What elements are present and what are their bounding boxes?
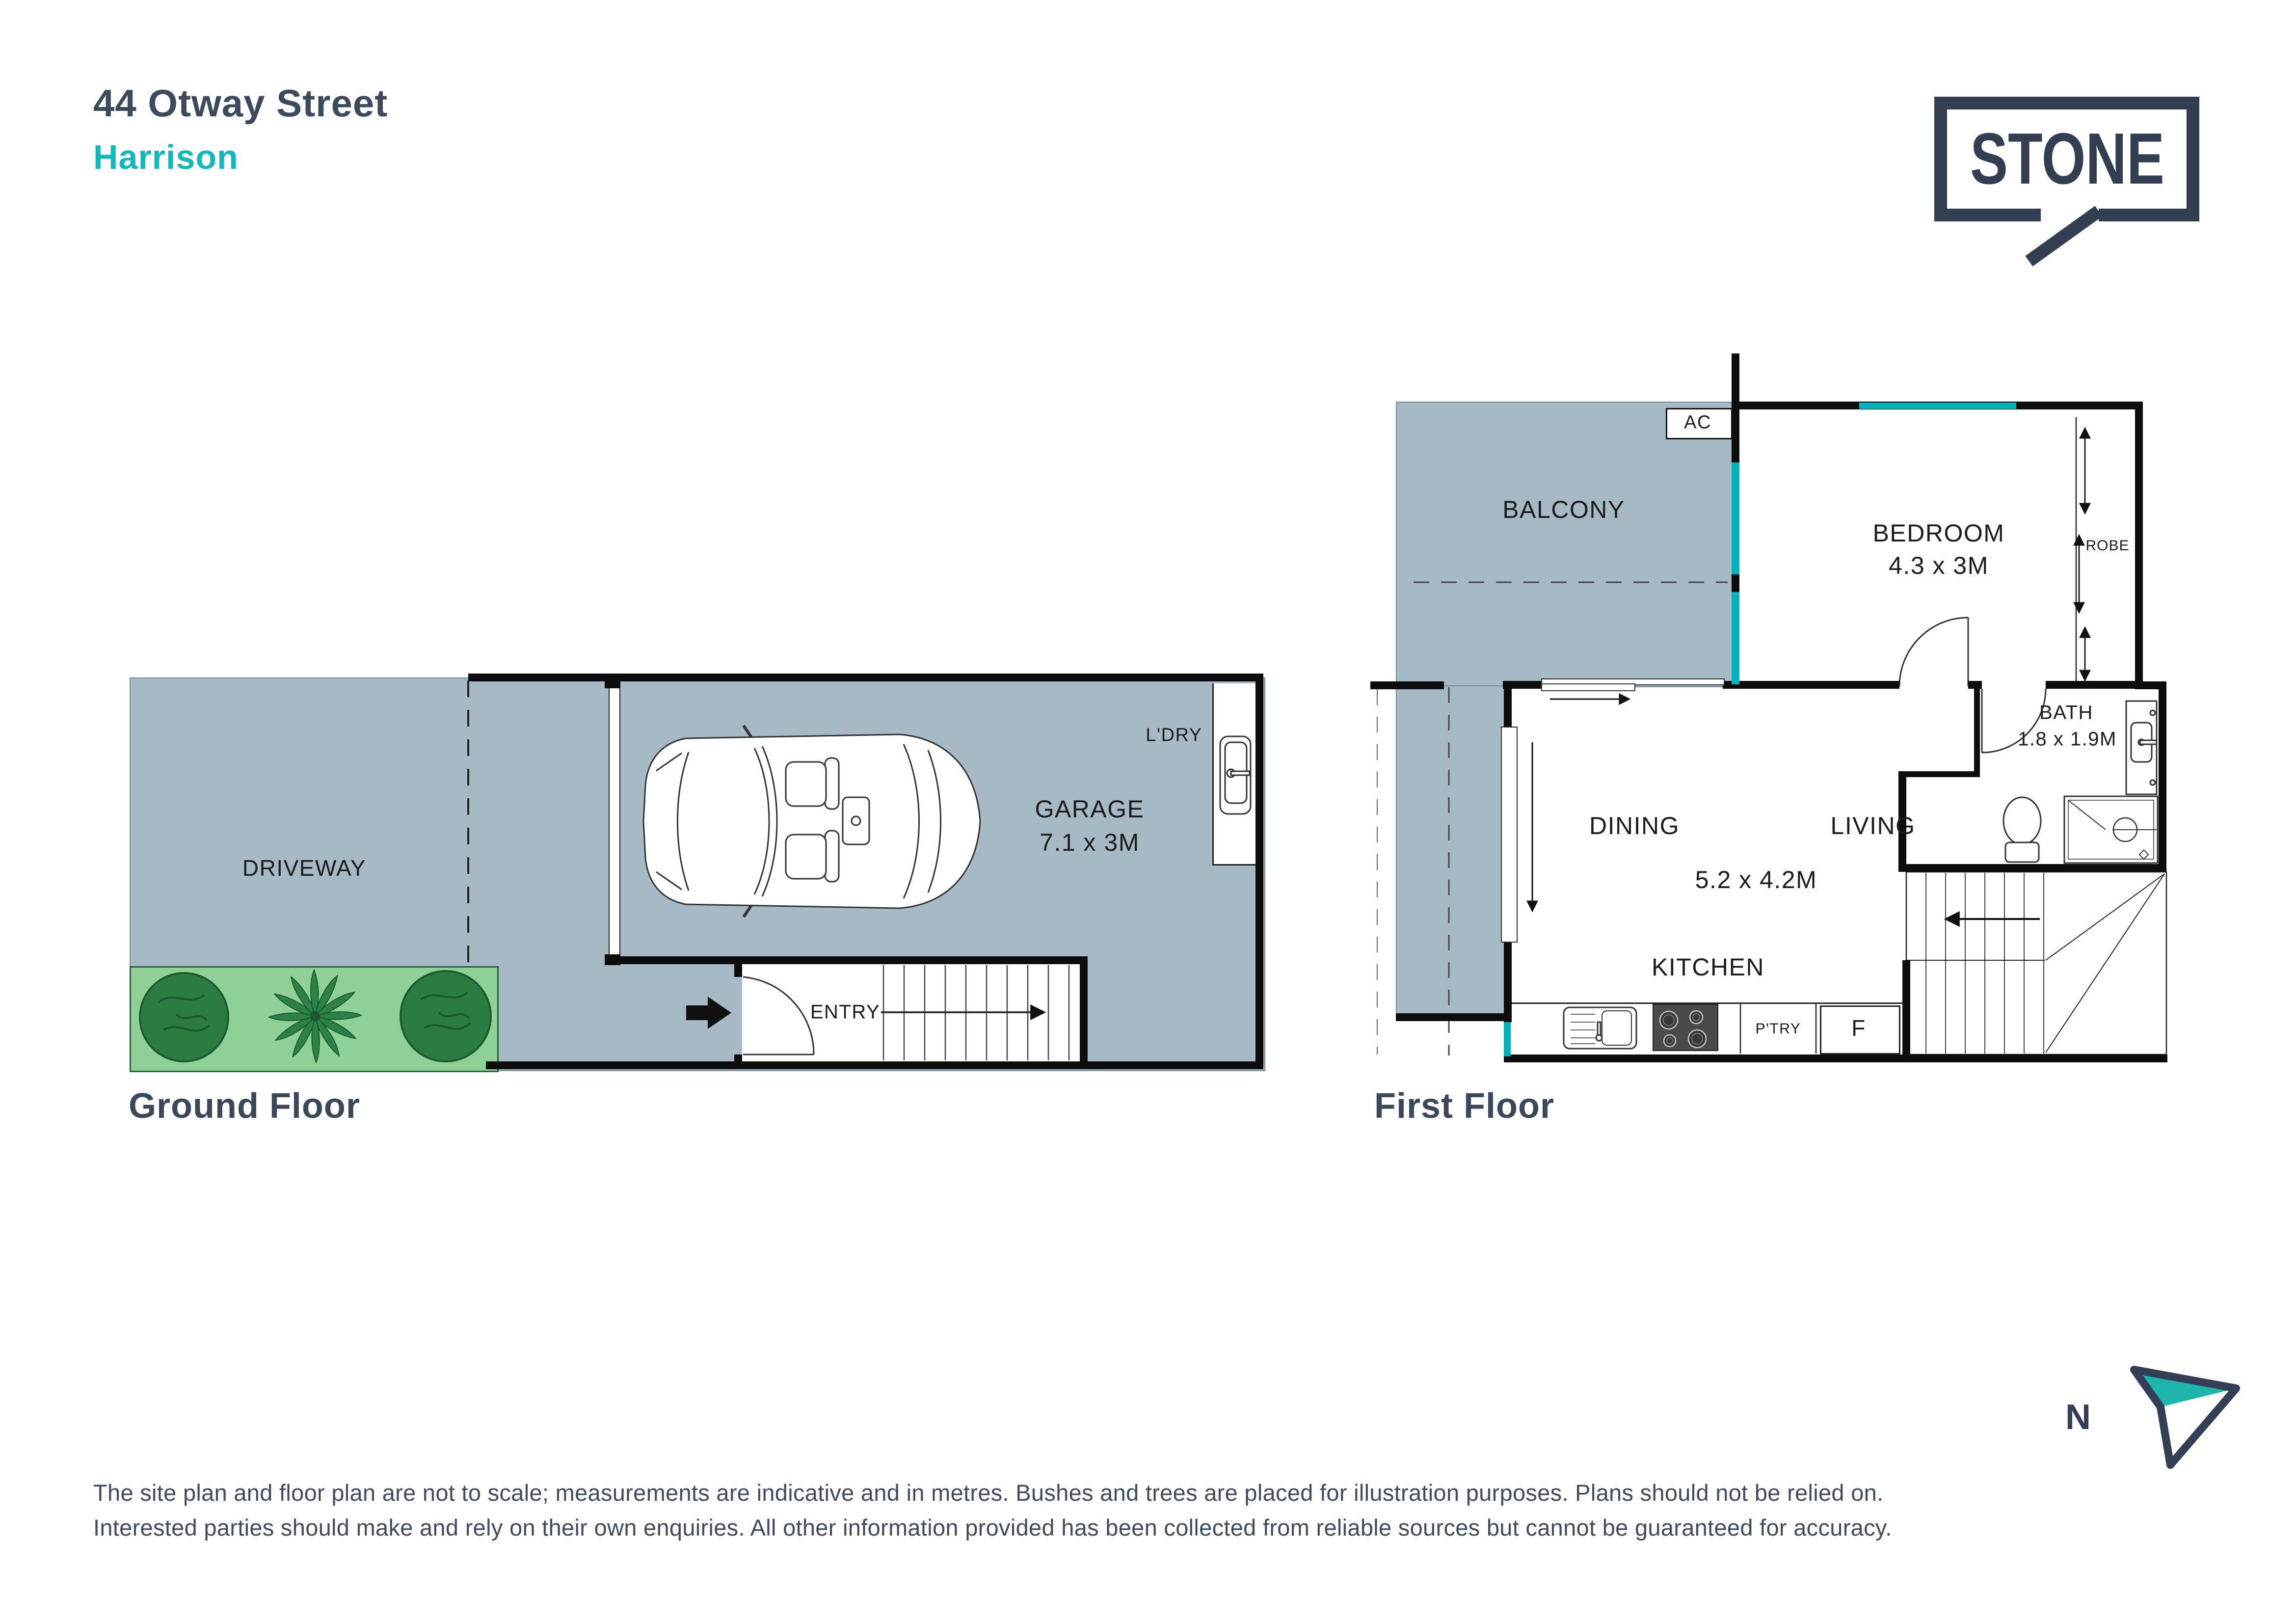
wall xyxy=(1968,681,1982,689)
shower-icon xyxy=(2064,796,2158,863)
wall xyxy=(609,956,1088,964)
room-label-bath: BATH xyxy=(2039,702,2093,724)
room-label-kitchen: KITCHEN xyxy=(1652,953,1764,981)
wall xyxy=(1504,1055,2167,1062)
wall xyxy=(1370,681,1444,689)
wall xyxy=(1898,864,2166,872)
first-floor-stairs xyxy=(1906,872,2166,1055)
room-size-living: 5.2 x 4.2M xyxy=(1695,866,1817,893)
room-size-bath: 1.8 x 1.9M xyxy=(2018,728,2117,750)
room-size-bedroom: 4.3 x 3M xyxy=(1889,552,1989,579)
wall xyxy=(1504,941,1512,1022)
room-label-balcony: BALCONY xyxy=(1502,496,1625,523)
garden-bush-icon xyxy=(140,973,228,1061)
entry-direction-arrow-icon xyxy=(686,997,731,1029)
bedroom-door xyxy=(1899,618,1968,686)
room-label-bedroom: BEDROOM xyxy=(1872,519,2005,547)
label-ac: AC xyxy=(1684,412,1711,433)
wall xyxy=(1255,674,1263,1069)
room-label-living: LIVING xyxy=(1830,812,1916,839)
ground-floor-title: Ground Floor xyxy=(129,1086,360,1126)
room-label-laundry: L'DRY xyxy=(1146,725,1202,746)
room-label-entry: ENTRY xyxy=(810,1001,881,1023)
page-title: 44 Otway Street xyxy=(93,81,388,125)
stone-logo-text: STONE xyxy=(1970,118,2164,199)
laundry-tub-icon xyxy=(1220,736,1251,814)
wall xyxy=(1902,960,1910,1055)
balcony-window xyxy=(1732,462,1739,574)
balcony-sliding-door-panel xyxy=(1541,683,1635,691)
cooktop-icon xyxy=(1653,1004,1718,1051)
wall xyxy=(486,1061,1263,1069)
balcony-window xyxy=(1732,592,1739,684)
disclaimer-line-2: Interested parties should make and rely on their own enquiries. All other information provided has been collected from reliable sources but cannot be guaranteed for accuracy. xyxy=(93,1514,1892,1541)
wall xyxy=(1752,681,1899,689)
wall xyxy=(2046,681,2143,689)
garden-bush-icon xyxy=(400,971,491,1061)
wall xyxy=(734,1055,742,1069)
robe-sliding-doors xyxy=(2076,417,2085,686)
wall xyxy=(1080,956,1088,1069)
wall xyxy=(2159,681,2166,872)
wall xyxy=(605,677,620,688)
north-arrow-icon xyxy=(2134,1370,2236,1465)
entry-door xyxy=(743,977,814,1055)
garden-palm-icon xyxy=(269,970,361,1062)
dining-sliding-window xyxy=(1501,727,1518,943)
wall xyxy=(1974,689,1980,777)
room-label-dining: DINING xyxy=(1589,812,1680,839)
disclaimer-line-1: The site plan and floor plan are not to scale; measurements are indicative and in metres. Bushes and trees are placed for illustration purposes. Plans should not be relied on. xyxy=(93,1480,1884,1506)
suburb-subtitle: Harrison xyxy=(93,138,239,176)
north-label: N xyxy=(2065,1398,2091,1437)
room-size-garage: 7.1 x 3M xyxy=(1040,829,1140,856)
wall xyxy=(1396,1013,1504,1021)
room-label-driveway: DRIVEWAY xyxy=(242,855,367,881)
bath-vanity-icon xyxy=(2126,701,2157,794)
wall xyxy=(1504,685,1512,727)
wall xyxy=(734,956,742,977)
toilet-icon xyxy=(2003,797,2041,862)
disclaimer xyxy=(93,1476,1892,1545)
wall xyxy=(468,674,1263,681)
room-label-garage: GARAGE xyxy=(1035,795,1145,823)
room-label-robe: ROBE xyxy=(2085,538,2130,554)
kitchen-window xyxy=(1504,1022,1511,1056)
label-fridge: F xyxy=(1851,1015,1866,1041)
bedroom-window xyxy=(1859,403,2016,409)
first-floor-title: First Floor xyxy=(1374,1086,1554,1126)
wall xyxy=(1898,771,1980,777)
label-pantry: P'TRY xyxy=(1755,1021,1801,1037)
stone-logo xyxy=(1925,87,2209,274)
wall xyxy=(2135,402,2143,689)
car-top-view-icon xyxy=(643,726,980,917)
kitchen-sink-icon xyxy=(1564,1007,1636,1049)
